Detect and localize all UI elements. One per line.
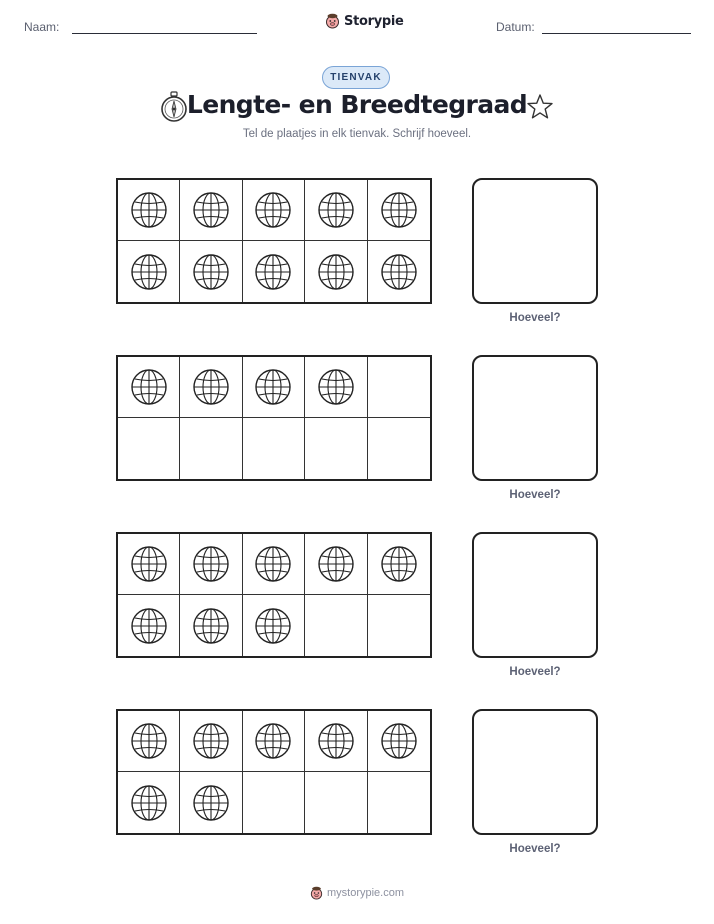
brand-name: Storypie xyxy=(344,13,404,29)
ten-frame-cell xyxy=(368,711,430,772)
ten-frame-cell xyxy=(368,595,430,656)
globe-icon xyxy=(192,784,230,822)
ten-frame-cell xyxy=(368,241,430,302)
brand-logo xyxy=(325,13,404,29)
globe-icon xyxy=(130,607,168,645)
ten-frame-cell xyxy=(180,534,242,595)
globe-icon xyxy=(254,545,292,583)
ten-frame-cell xyxy=(118,772,180,833)
how-many-label: Hoeveel? xyxy=(509,489,561,501)
ten-frame-cell xyxy=(180,772,242,833)
globe-icon xyxy=(192,722,230,760)
globe-icon xyxy=(317,253,355,291)
globe-icon xyxy=(192,607,230,645)
globe-icon xyxy=(317,368,355,406)
ten-frame-cell xyxy=(243,180,305,241)
globe-icon xyxy=(130,191,168,229)
how-many-label: Hoeveel? xyxy=(509,666,561,678)
ten-frame-cell xyxy=(305,418,367,479)
ten-frame-cell xyxy=(180,357,242,418)
ten-frame-cell xyxy=(243,772,305,833)
ten-frame-cell xyxy=(118,180,180,241)
globe-icon xyxy=(254,253,292,291)
globe-icon xyxy=(192,191,230,229)
ten-frame-cell xyxy=(180,241,242,302)
name-line[interactable] xyxy=(72,33,257,34)
globe-icon xyxy=(192,545,230,583)
ten-frame-cell xyxy=(118,418,180,479)
answer-box[interactable] xyxy=(472,178,598,304)
globe-icon xyxy=(254,191,292,229)
ten-frame-cell xyxy=(243,595,305,656)
ten-frame-cell xyxy=(305,534,367,595)
globe-icon xyxy=(317,191,355,229)
ten-frame xyxy=(116,709,432,835)
globe-icon xyxy=(380,253,418,291)
ten-frame xyxy=(116,532,432,658)
ten-frame-cell xyxy=(368,180,430,241)
ten-frame-cell xyxy=(118,241,180,302)
globe-icon xyxy=(254,368,292,406)
ten-frame-cell xyxy=(305,241,367,302)
ten-frame-cell xyxy=(368,534,430,595)
globe-icon xyxy=(317,545,355,583)
ten-frame-cell xyxy=(180,180,242,241)
ten-frame-cell xyxy=(243,357,305,418)
globe-icon xyxy=(192,368,230,406)
globe-icon xyxy=(380,191,418,229)
ten-frame-cell xyxy=(305,772,367,833)
globe-icon xyxy=(192,253,230,291)
ten-frame-cell xyxy=(305,711,367,772)
ten-frame-cell xyxy=(118,357,180,418)
globe-icon xyxy=(254,607,292,645)
date-label: Datum: xyxy=(496,20,535,34)
answer-box[interactable] xyxy=(472,709,598,835)
how-many-label: Hoeveel? xyxy=(509,312,561,324)
globe-icon xyxy=(130,784,168,822)
globe-icon xyxy=(317,722,355,760)
ten-frame-cell xyxy=(180,418,242,479)
ten-frame-cell xyxy=(368,418,430,479)
ten-frame-cell xyxy=(243,711,305,772)
footer xyxy=(0,886,714,900)
ten-frame-cell xyxy=(118,711,180,772)
ten-frame-cell xyxy=(243,534,305,595)
ten-frame-cell xyxy=(243,418,305,479)
ten-frame xyxy=(116,178,432,304)
ten-frame-cell xyxy=(180,711,242,772)
date-line[interactable] xyxy=(542,33,691,34)
ten-frame-cell xyxy=(180,595,242,656)
ten-frame-cell xyxy=(305,595,367,656)
ten-frame-cell xyxy=(118,534,180,595)
page-title: Lengte- en Breedtegraad xyxy=(186,90,528,119)
pig-mascot-icon xyxy=(310,886,323,900)
ten-frame-cell xyxy=(305,357,367,418)
ten-frame-cell xyxy=(368,772,430,833)
star-icon xyxy=(526,93,554,121)
answer-box[interactable] xyxy=(472,355,598,481)
ten-frame xyxy=(116,355,432,481)
name-label: Naam: xyxy=(24,20,60,34)
globe-icon xyxy=(380,722,418,760)
footer-url: mystorypie.com xyxy=(326,887,405,899)
globe-icon xyxy=(380,545,418,583)
ten-frame-cell xyxy=(368,357,430,418)
worksheet-type-badge: TIENVAK xyxy=(322,66,390,89)
how-many-label: Hoeveel? xyxy=(509,843,561,855)
globe-icon xyxy=(130,253,168,291)
ten-frame-cell xyxy=(243,241,305,302)
ten-frame-cell xyxy=(118,595,180,656)
instructions: Tel de plaatjes in elk tienvak. Schrijf hoeveel. xyxy=(242,128,472,140)
ten-frame-cell xyxy=(305,180,367,241)
globe-icon xyxy=(130,545,168,583)
globe-icon xyxy=(130,722,168,760)
answer-box[interactable] xyxy=(472,532,598,658)
pig-mascot-icon xyxy=(325,13,340,29)
globe-icon xyxy=(254,722,292,760)
globe-icon xyxy=(130,368,168,406)
